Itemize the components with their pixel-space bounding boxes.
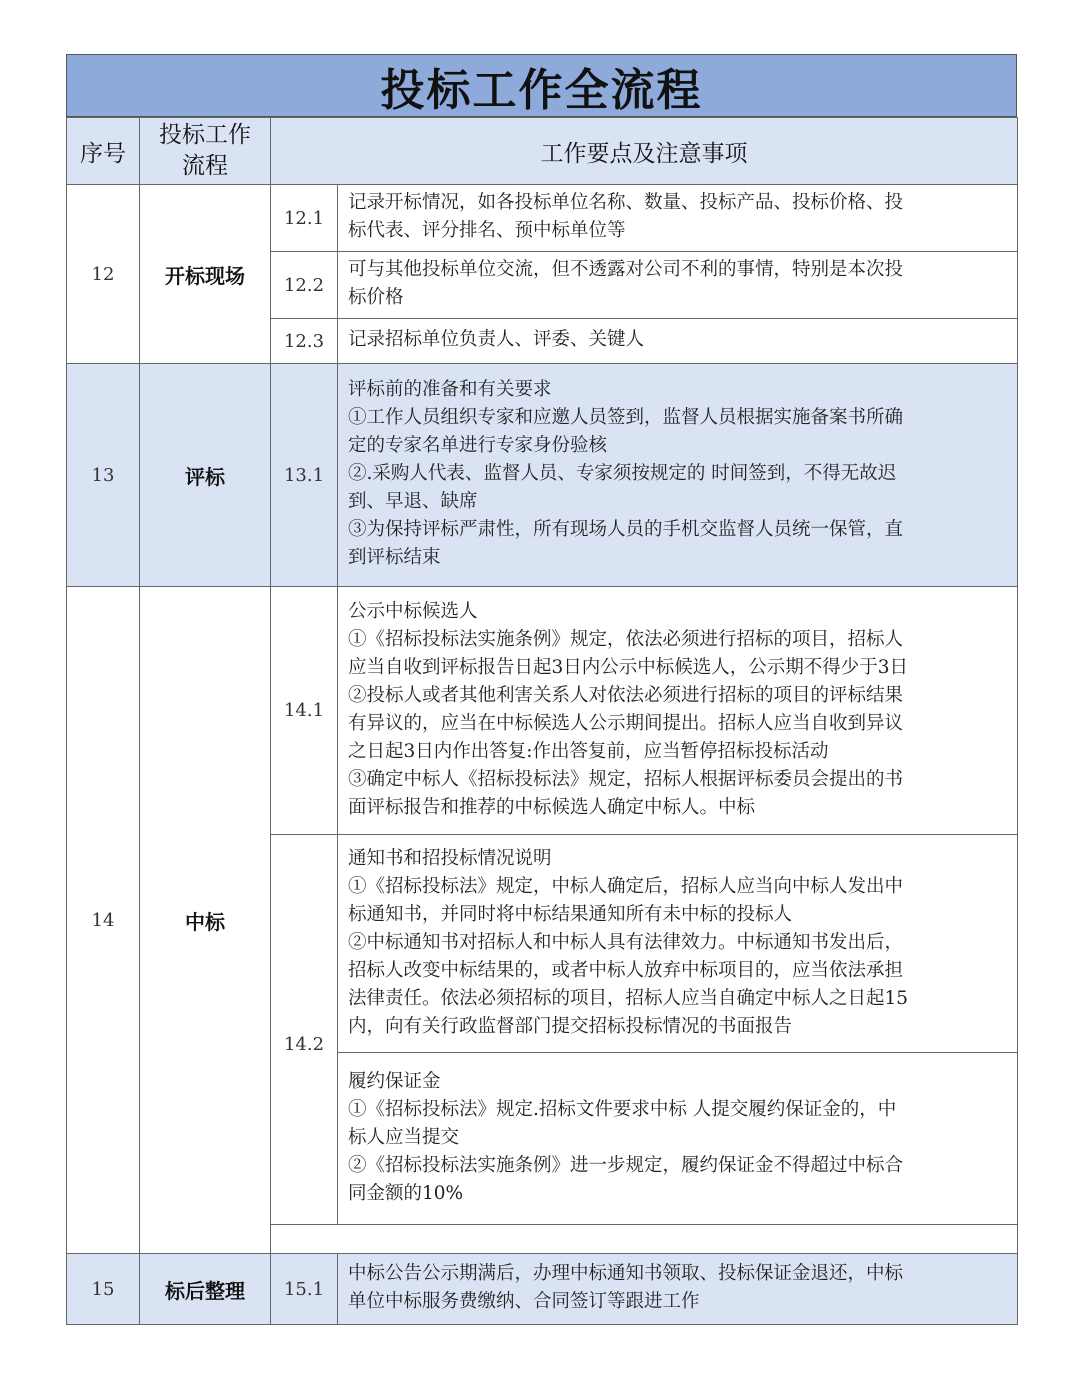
text-line: 之日起3日内作出答复:作出答复前，应当暂停招标投标活动 bbox=[348, 740, 829, 762]
item-text bbox=[338, 185, 1018, 252]
text-line: 单位中标服务费缴纳、合同签订等跟进工作 bbox=[348, 1291, 700, 1312]
text-line: 应当自收到评标报告日起3日内公示中标候选人，公示期不得少于3日 bbox=[348, 656, 909, 678]
item-number: 15.1 bbox=[271, 1254, 338, 1325]
text-line: ②投标人或者其他利害关系人对依法必须进行招标的项目的评标结果 bbox=[348, 684, 904, 706]
row-seq: 14 bbox=[67, 587, 140, 1254]
header-process-line2: 流程 bbox=[182, 153, 228, 179]
text-line: 法律责任。依法必须招标的项目，招标人应当自确定中标人之日起15 bbox=[348, 987, 909, 1009]
process-sheet bbox=[66, 54, 1017, 1325]
item-text bbox=[338, 835, 1018, 1053]
row-process: 开标现场 bbox=[140, 185, 271, 364]
text-line: 内，向有关行政监督部门提交招标投标情况的书面报告 bbox=[348, 1015, 793, 1037]
item-text bbox=[338, 319, 1018, 364]
text-line: 记录开标情况，如各投标单位名称、数量、投标产品、投标价格、投 bbox=[348, 192, 904, 213]
text-line: 通知书和招投标情况说明 bbox=[348, 847, 552, 869]
text-line: 标价格 bbox=[348, 287, 404, 308]
text-line: 公示中标候选人 bbox=[348, 600, 478, 622]
item-number: 12.1 bbox=[271, 185, 338, 252]
text-line: 中标公告公示期满后，办理中标通知书领取、投标保证金退还，中标 bbox=[348, 1263, 904, 1284]
blank-cell bbox=[271, 1225, 1018, 1254]
item-text bbox=[338, 1254, 1018, 1325]
text-line: 到、早退、缺席 bbox=[348, 491, 478, 512]
header-process bbox=[140, 118, 271, 185]
table-row bbox=[67, 364, 1018, 587]
text-line: ③确定中标人《招标投标法》规定，招标人根据评标委员会提出的书 bbox=[348, 768, 904, 790]
table-row bbox=[67, 587, 1018, 835]
text-line: ②中标通知书对招标人和中标人具有法律效力。中标通知书发出后， bbox=[348, 931, 904, 953]
text-line: 标通知书，并同时将中标结果通知所有未中标的投标人 bbox=[348, 903, 793, 925]
header-process-line1: 投标工作 bbox=[159, 122, 251, 148]
item-number: 13.1 bbox=[271, 364, 338, 587]
header-row bbox=[67, 118, 1018, 185]
text-line: ①工作人员组织专家和应邀人员签到，监督人员根据实施备案书所确 bbox=[348, 407, 904, 428]
text-line: 有异议的，应当在中标候选人公示期间提出。招标人应当自收到异议 bbox=[348, 712, 904, 734]
text-line: 到评标结束 bbox=[348, 547, 441, 568]
text-line: 评标前的准备和有关要求 bbox=[348, 379, 552, 400]
text-line: 可与其他投标单位交流，但不透露对公司不利的事情，特别是本次投 bbox=[348, 259, 904, 280]
item-number: 14.1 bbox=[271, 587, 338, 835]
text-line: 记录招标单位负责人、评委、关键人 bbox=[348, 329, 645, 350]
row-seq: 13 bbox=[67, 364, 140, 587]
row-process: 标后整理 bbox=[140, 1254, 271, 1325]
row-seq: 12 bbox=[67, 185, 140, 364]
header-seq: 序号 bbox=[67, 118, 140, 185]
header-points: 工作要点及注意事项 bbox=[271, 118, 1018, 185]
table-row bbox=[67, 185, 1018, 252]
text-line: 标人应当提交 bbox=[348, 1126, 460, 1148]
text-line: 定的专家名单进行专家身份验核 bbox=[348, 435, 608, 456]
item-text bbox=[338, 587, 1018, 835]
item-text bbox=[338, 1053, 1018, 1225]
item-number: 12.3 bbox=[271, 319, 338, 364]
text-line: 标代表、评分排名、预中标单位等 bbox=[348, 220, 626, 241]
text-line: ①《招标投标法》规定，中标人确定后，招标人应当向中标人发出中 bbox=[348, 875, 904, 897]
text-line: ②《招标投标法实施条例》进一步规定，履约保证金不得超过中标合 bbox=[348, 1154, 904, 1176]
item-number: 14.2 bbox=[271, 835, 338, 1225]
text-line: ①《招标投标法》规定.招标文件要求中标 人提交履约保证金的，中 bbox=[348, 1098, 897, 1120]
text-line: ②.采购人代表、监督人员、专家须按规定的 时间签到，不得无故迟 bbox=[348, 463, 897, 484]
text-line: 招标人改变中标结果的，或者中标人放弃中标项目的，应当依法承担 bbox=[348, 959, 904, 981]
text-line: 同金额的10% bbox=[348, 1182, 464, 1204]
row-seq: 15 bbox=[67, 1254, 140, 1325]
table-row bbox=[67, 1254, 1018, 1325]
text-line: ③为保持评标严肃性，所有现场人员的手机交监督人员统一保管，直 bbox=[348, 519, 904, 540]
text-line: ①《招标投标法实施条例》规定，依法必须进行招标的项目，招标人 bbox=[348, 628, 904, 650]
text-line: 面评标报告和推荐的中标候选人确定中标人。中标 bbox=[348, 796, 756, 818]
page-title: 投标工作全流程 bbox=[66, 54, 1017, 117]
process-table bbox=[66, 117, 1018, 1325]
row-process: 评标 bbox=[140, 364, 271, 587]
item-number: 12.2 bbox=[271, 252, 338, 319]
row-process: 中标 bbox=[140, 587, 271, 1254]
text-line: 履约保证金 bbox=[348, 1070, 441, 1092]
item-text bbox=[338, 364, 1018, 587]
item-text bbox=[338, 252, 1018, 319]
